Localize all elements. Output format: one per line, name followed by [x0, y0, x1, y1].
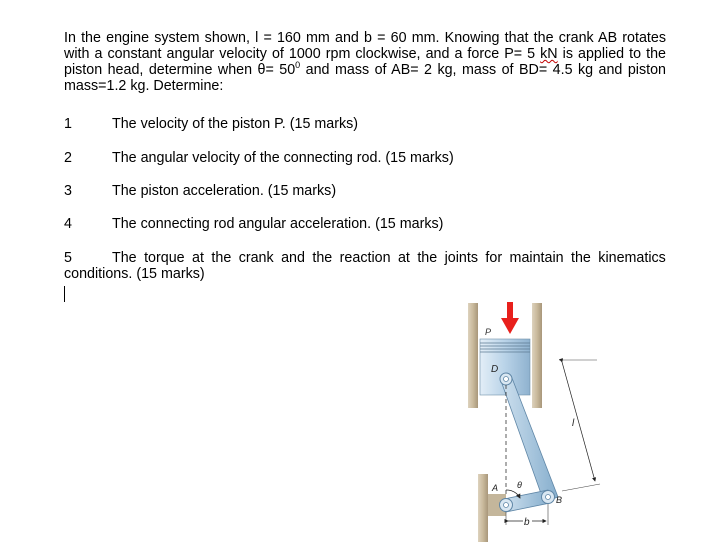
- question-number: 2: [64, 150, 72, 166]
- spellcheck-word: kN: [540, 46, 558, 62]
- label-b-dim: b: [524, 517, 530, 528]
- right-cylinder-wall: [532, 303, 542, 408]
- label-b: B: [556, 495, 563, 505]
- question-5-line-2: conditions. (15 marks): [64, 266, 205, 282]
- question-text: The connecting rod angular acceleration. (15 marks): [112, 216, 444, 232]
- label-p: P: [485, 327, 492, 337]
- connecting-rod: [500, 378, 558, 502]
- label-theta: θ: [517, 480, 522, 490]
- label-d: D: [491, 364, 499, 375]
- label-l: l: [572, 418, 575, 429]
- question-number: 1: [64, 116, 72, 132]
- question-number: 5: [64, 250, 72, 266]
- left-cylinder-wall: [468, 303, 478, 408]
- question-number: 3: [64, 183, 72, 199]
- label-a: A: [492, 483, 499, 493]
- force-arrow-icon: [501, 302, 519, 334]
- question-text: The piston acceleration. (15 marks): [112, 183, 337, 199]
- crank-support: [478, 474, 488, 542]
- question-text: The angular velocity of the connecting rod. (15 marks): [112, 150, 454, 166]
- question-text: The torque at the crank and the reaction at the joints for maintain the kinematics: [112, 250, 666, 266]
- question-number: 4: [64, 216, 72, 232]
- problem-statement: In the engine system shown, l = 160 mm and b = 60 mm. Knowing that the crank AB rotates with a constant angular velocity of 1000 rpm clockwise, and a force P= 5 kN is applied to the piston head, determine when $\theta= 50^0$ and mass of AB= 2 kg, mass of BD= 4.5 kg and piston mass=1.2 kg. Determine:: [64, 30, 666, 94]
- dimension-l: [562, 362, 595, 481]
- question-text: The velocity of the piston P. (15 marks): [112, 116, 359, 132]
